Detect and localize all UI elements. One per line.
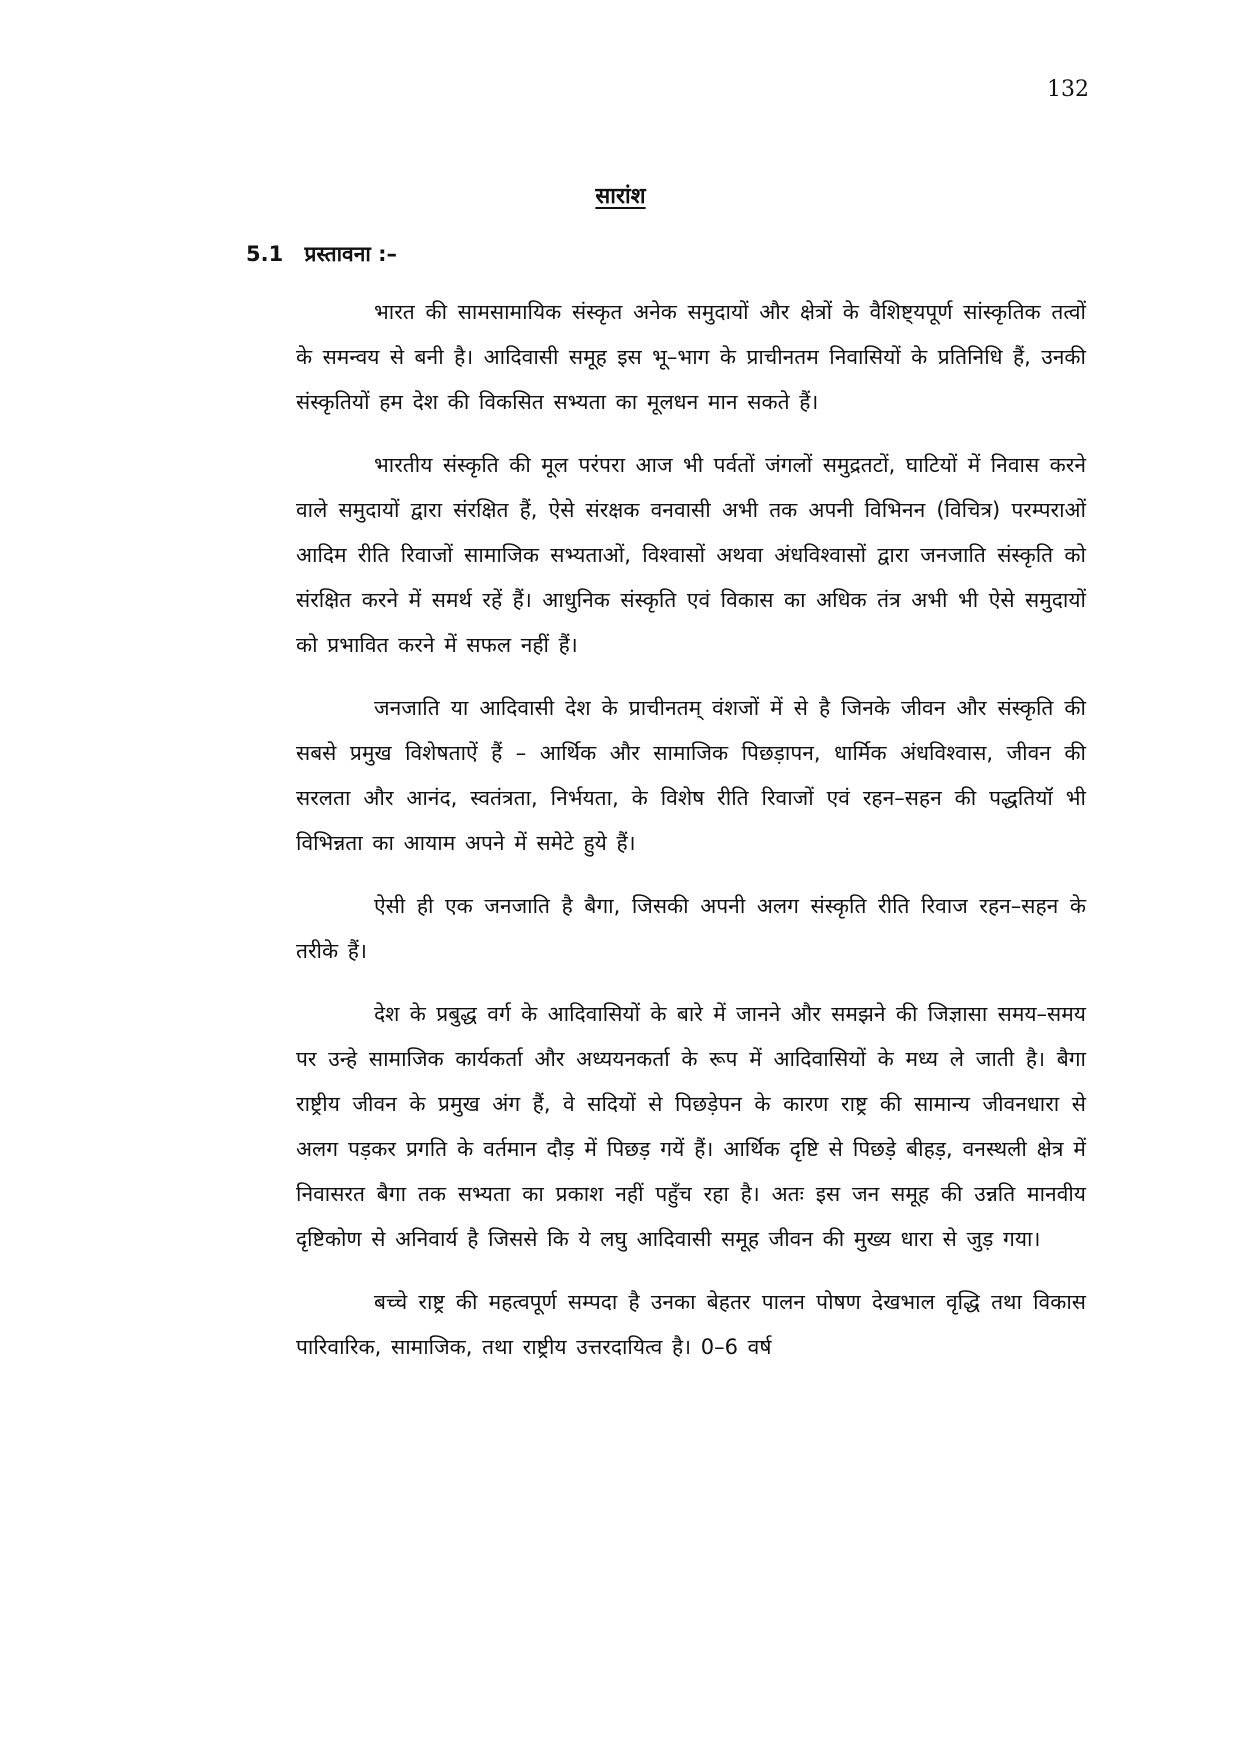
paragraph-1: भारत की सामसामायिक संस्कृत अनेक समुदायों और क्षेत्रों के वैशिष्ट्यपूर्ण सांस्कृतिक तत्वों के समन्वय से बनी है। आदिवासी समूह इस भू–भाग के प्राचीनतम निवासियों के प्रतिनिधि हैं, उनकी संस्कृतियों हम देश की विकसित सभ्यता का मूलधन मान सकते हैं। — [296, 300, 1086, 414]
section-title: प्रस्तावना :– — [304, 242, 398, 266]
page-number: 132 — [1047, 77, 1089, 102]
page-title-container — [0, 180, 1241, 210]
page-title: सारांश — [595, 184, 646, 209]
section-number: 5.1 — [246, 242, 284, 266]
paragraph-2: भारतीय संस्कृति की मूल परंपरा आज भी पर्वतों जंगलों समुद्रतटों, घाटियों में निवास करने वाले समुदायों द्वारा संरक्षित हैं, ऐसे संरक्षक वनवासी अभी तक अपनी विभिनन (विचित्र) परम्पराओं आदिम रीति रिवाजों सामाजिक सभ्यताओं, विश्वासों अथवा अंधविश्वासों द्वारा जनजाति संस्कृति को संरक्षित करने में समर्थ रहें हैं। आधुनिक संस्कृति एवं विकास का अधिक तंत्र अभी भी ऐसे समुदायों को प्रभावित करने में सफल नहीं हैं। — [296, 453, 1086, 657]
paragraph-6: बच्चे राष्ट्र की महत्वपूर्ण सम्पदा है उनका बेहतर पालन पोषण देखभाल वृद्धि तथा विकास पारिवारिक, सामाजिक, तथा राष्ट्रीय उत्तरदायित्व है। 0–6 वर्ष — [296, 1290, 1086, 1359]
body-text — [296, 290, 1086, 1388]
paragraph-4: ऐसी ही एक जनजाति है बैगा, जिसकी अपनी अलग संस्कृति रीति रिवाज रहन–सहन के तरीके हैं। — [296, 894, 1086, 963]
section-heading — [246, 240, 397, 268]
paragraph-5: देश के प्रबुद्ध वर्ग के आदिवासियों के बारे में जानने और समझने की जिज्ञासा समय–समय पर उन्हे सामाजिक कार्यकर्ता और अध्ययनकर्ता के रूप में आदिवासियों के मध्य ले जाती है। बैगा राष्ट्रीय जीवन के प्रमुख अंग हैं, वे सदियों से पिछड़ेपन के कारण राष्ट्र की सामान्य जीवनधारा से अलग पड़कर प्रगति के वर्तमान दौड़ में पिछड़ गयें हैं। आर्थिक दृष्टि से पिछड़े बीहड़, वनस्थली क्षेत्र में निवासरत बैगा तक सभ्यता का प्रकाश नहीं पहुँच रहा है। अतः इस जन समूह की उन्नति मानवीय दृष्टिकोण से अनिवार्य है जिससे कि ये लघु आदिवासी समूह जीवन की मुख्य धारा से जुड़ गया। — [296, 1002, 1086, 1251]
paragraph-3: जनजाति या आदिवासी देश के प्राचीनतम् वंशजों में से है जिनके जीवन और संस्कृति की सबसे प्रमुख विशेषताऐं हैं – आर्थिक और सामाजिक पिछड़ापन, धार्मिक अंधविश्वास, जीवन की सरलता और आनंद, स्वतंत्रता, निर्भयता, के विशेष रीति रिवाजों एवं रहन–सहन की पद्धतियॉ भी विभिन्नता का आयाम अपने में समेटे हुये हैं। — [296, 696, 1086, 855]
